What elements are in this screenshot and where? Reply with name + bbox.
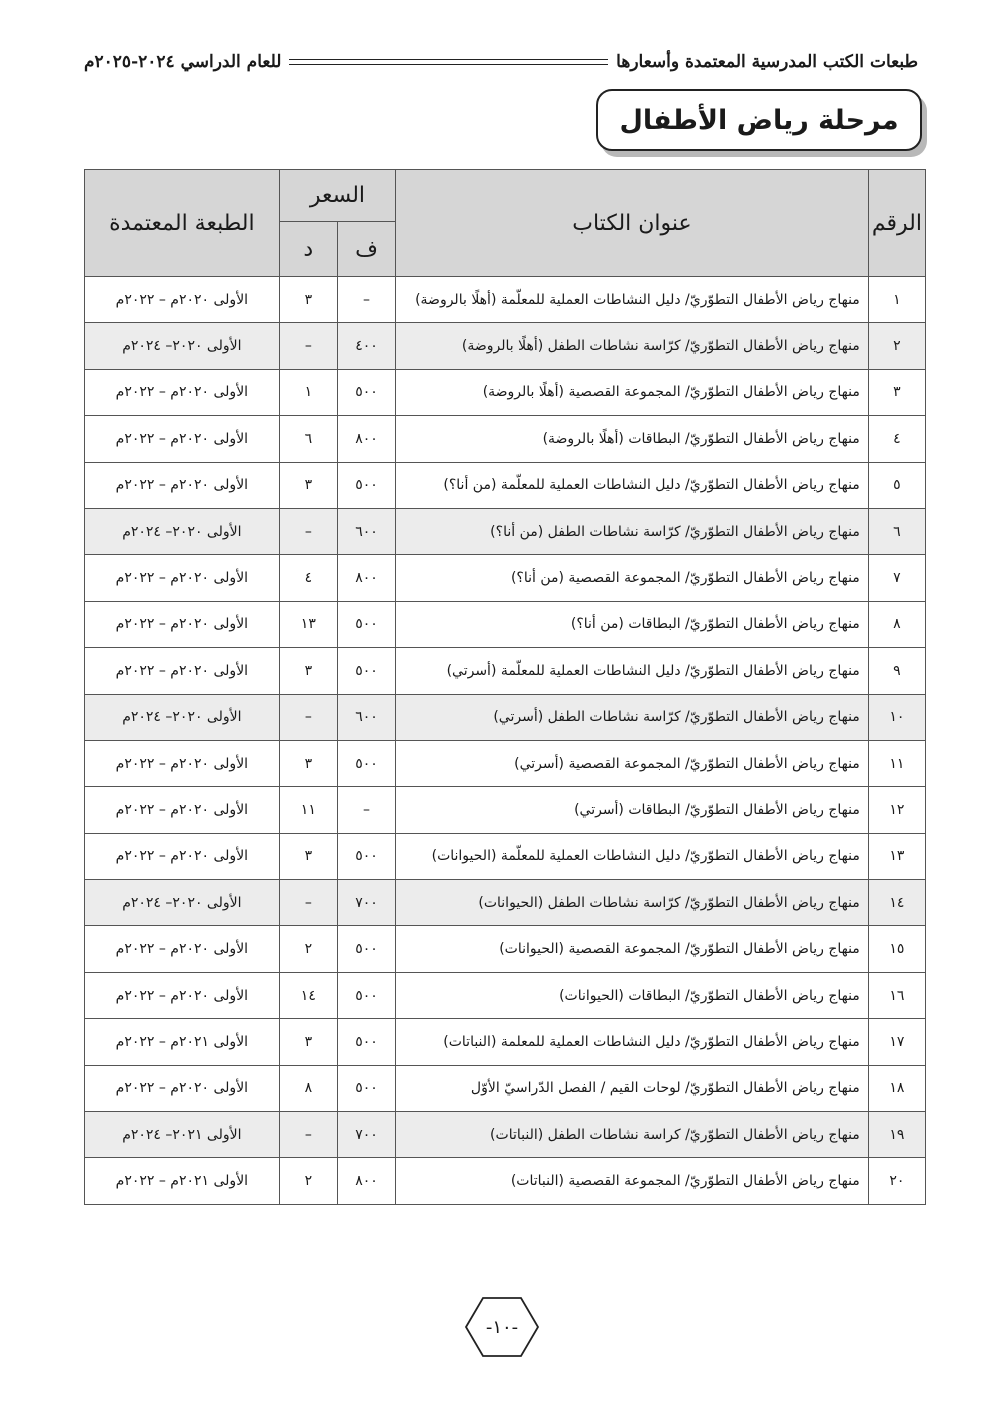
table-row [85, 694, 926, 740]
cell-price-d: ٢ [279, 1158, 337, 1204]
cell-title: منهاج رياض الأطفال التطوّريّ/ كرّاسة نشاطات الطفل (أهلًا بالروضة) [396, 323, 869, 369]
cell-number: ٢٠ [868, 1158, 925, 1204]
cell-title: منهاج رياض الأطفال التطوّريّ/ المجموعة القصصية (من أنا؟) [396, 555, 869, 601]
cell-edition: الأولى ٢٠٢٠م – ٢٠٢٢م [85, 369, 280, 415]
cell-price-f: ٥٠٠ [337, 1019, 395, 1065]
cell-price-f: ٤٠٠ [337, 323, 395, 369]
cell-price-d: ٣ [279, 833, 337, 879]
cell-number: ٧ [868, 555, 925, 601]
cell-edition: الأولى ٢٠٢٠م – ٢٠٢٢م [85, 1065, 280, 1111]
cell-title: منهاج رياض الأطفال التطوّريّ/ البطاقات (من أنا؟) [396, 601, 869, 647]
cell-number: ١٩ [868, 1112, 925, 1158]
cell-price-f: ٧٠٠ [337, 1112, 395, 1158]
cell-price-f: ٥٠٠ [337, 462, 395, 508]
table-row [85, 1158, 926, 1204]
header-year: للعام الدراسي ٢٠٢٤-٢٠٢٥م [84, 52, 282, 72]
cell-price-f: ٥٠٠ [337, 648, 395, 694]
page-number-badge [464, 1296, 540, 1358]
header-price: السعر [279, 170, 395, 222]
table-row [85, 648, 926, 694]
table-row [85, 787, 926, 833]
cell-price-f: ٥٠٠ [337, 972, 395, 1018]
cell-price-f: – [337, 277, 395, 323]
cell-price-d: ١١ [279, 787, 337, 833]
header-price-f: ف [337, 222, 395, 277]
cell-number: ١٠ [868, 694, 925, 740]
table-row [85, 462, 926, 508]
cell-edition: الأولى ٢٠٢٠م – ٢٠٢٢م [85, 648, 280, 694]
header-number: الرقم [868, 170, 925, 277]
cell-price-d: – [279, 694, 337, 740]
cell-edition: الأولى ٢٠٢٠– ٢٠٢٤م [85, 694, 280, 740]
cell-edition: الأولى ٢٠٢١م – ٢٠٢٢م [85, 1158, 280, 1204]
cell-edition: الأولى ٢٠٢٠م – ٢٠٢٢م [85, 416, 280, 462]
cell-edition: الأولى ٢٠٢٠م – ٢٠٢٢م [85, 740, 280, 786]
cell-price-d: ١ [279, 369, 337, 415]
page-header [84, 44, 918, 80]
table-row [85, 926, 926, 972]
cell-number: ١٣ [868, 833, 925, 879]
cell-price-f: ٥٠٠ [337, 369, 395, 415]
cell-price-f: ٨٠٠ [337, 555, 395, 601]
cell-number: ١٥ [868, 926, 925, 972]
cell-price-f: ٥٠٠ [337, 601, 395, 647]
table-row [85, 323, 926, 369]
cell-edition: الأولى ٢٠٢٠– ٢٠٢٤م [85, 508, 280, 554]
cell-price-f: ٨٠٠ [337, 1158, 395, 1204]
table-row [85, 1019, 926, 1065]
header-edition: الطبعة المعتمدة [85, 170, 280, 277]
stage-title: مرحلة رياض الأطفال [619, 104, 899, 136]
header-title: طبعات الكتب المدرسية المعتمدة وأسعارها [616, 52, 918, 72]
cell-price-d: ٣ [279, 1019, 337, 1065]
cell-title: منهاج رياض الأطفال التطوّريّ/ كراسة نشاطات الطفل (النباتات) [396, 1112, 869, 1158]
cell-price-d: ٨ [279, 1065, 337, 1111]
cell-number: ١٤ [868, 880, 925, 926]
cell-price-d: ٣ [279, 648, 337, 694]
header-divider [289, 59, 608, 65]
cell-number: ٨ [868, 601, 925, 647]
cell-price-f: ٥٠٠ [337, 740, 395, 786]
cell-number: ٢ [868, 323, 925, 369]
cell-price-f: ٦٠٠ [337, 508, 395, 554]
table-row [85, 740, 926, 786]
cell-title: منهاج رياض الأطفال التطوّريّ/ المجموعة القصصية (أهلًا بالروضة) [396, 369, 869, 415]
cell-price-d: ١٤ [279, 972, 337, 1018]
page-number: -١٠- [485, 1316, 519, 1338]
cell-price-d: – [279, 508, 337, 554]
cell-number: ١٢ [868, 787, 925, 833]
cell-edition: الأولى ٢٠٢٠م – ٢٠٢٢م [85, 462, 280, 508]
cell-title: منهاج رياض الأطفال التطوّريّ/ كرّاسة نشاطات الطفل (من أنا؟) [396, 508, 869, 554]
cell-price-d: – [279, 323, 337, 369]
table-row [85, 416, 926, 462]
cell-title: منهاج رياض الأطفال التطوّريّ/ البطاقات (أسرتي) [396, 787, 869, 833]
cell-edition: الأولى ٢٠٢٠م – ٢٠٢٢م [85, 926, 280, 972]
cell-title: منهاج رياض الأطفال التطوّريّ/ لوحات القيم / الفصل الدّراسيّ الأوّل [396, 1065, 869, 1111]
cell-edition: الأولى ٢٠٢٠م – ٢٠٢٢م [85, 555, 280, 601]
table-row [85, 555, 926, 601]
table-row [85, 277, 926, 323]
cell-edition: الأولى ٢٠٢٠م – ٢٠٢٢م [85, 277, 280, 323]
cell-title: منهاج رياض الأطفال التطوّريّ/ البطاقات (أهلًا بالروضة) [396, 416, 869, 462]
cell-number: ٤ [868, 416, 925, 462]
cell-number: ١٦ [868, 972, 925, 1018]
cell-title: منهاج رياض الأطفال التطوّريّ/ دليل النشاطات العملية للمعلمة (النباتات) [396, 1019, 869, 1065]
cell-price-f: ٥٠٠ [337, 833, 395, 879]
cell-number: ٥ [868, 462, 925, 508]
cell-title: منهاج رياض الأطفال التطوّريّ/ دليل النشاطات العملية للمعلّمة (أسرتي) [396, 648, 869, 694]
cell-number: ٩ [868, 648, 925, 694]
table-row [85, 972, 926, 1018]
cell-price-d: ٣ [279, 277, 337, 323]
cell-price-f: ٥٠٠ [337, 926, 395, 972]
table-row [85, 833, 926, 879]
books-table [84, 169, 926, 1205]
cell-price-d: ١٣ [279, 601, 337, 647]
table-row [85, 601, 926, 647]
cell-edition: الأولى ٢٠٢٠م – ٢٠٢٢م [85, 787, 280, 833]
cell-title: منهاج رياض الأطفال التطوّريّ/ المجموعة القصصية (النباتات) [396, 1158, 869, 1204]
cell-number: ١١ [868, 740, 925, 786]
cell-price-d: ٦ [279, 416, 337, 462]
cell-title: منهاج رياض الأطفال التطوّريّ/ المجموعة القصصية (أسرتي) [396, 740, 869, 786]
cell-price-d: ٣ [279, 740, 337, 786]
cell-title: منهاج رياض الأطفال التطوّريّ/ دليل النشاطات العملية للمعلّمة (أهلًا بالروضة) [396, 277, 869, 323]
cell-edition: الأولى ٢٠٢١م – ٢٠٢٢م [85, 1019, 280, 1065]
cell-price-f: ٧٠٠ [337, 880, 395, 926]
cell-title: منهاج رياض الأطفال التطوّريّ/ دليل النشاطات العملية للمعلّمة (من أنا؟) [396, 462, 869, 508]
cell-price-f: ٨٠٠ [337, 416, 395, 462]
cell-price-d: – [279, 1112, 337, 1158]
cell-title: منهاج رياض الأطفال التطوّريّ/ المجموعة القصصية (الحيوانات) [396, 926, 869, 972]
cell-number: ٣ [868, 369, 925, 415]
cell-title: منهاج رياض الأطفال التطوّريّ/ كرّاسة نشاطات الطفل (أسرتي) [396, 694, 869, 740]
cell-price-d: ٣ [279, 462, 337, 508]
cell-title: منهاج رياض الأطفال التطوّريّ/ كرّاسة نشاطات الطفل (الحيوانات) [396, 880, 869, 926]
cell-edition: الأولى ٢٠٢٠م – ٢٠٢٢م [85, 833, 280, 879]
table-row [85, 369, 926, 415]
stage-title-box [596, 89, 922, 151]
cell-edition: الأولى ٢٠٢١– ٢٠٢٤م [85, 1112, 280, 1158]
cell-price-f: ٥٠٠ [337, 1065, 395, 1111]
cell-edition: الأولى ٢٠٢٠م – ٢٠٢٢م [85, 972, 280, 1018]
cell-price-f: ٦٠٠ [337, 694, 395, 740]
header-title-col: عنوان الكتاب [396, 170, 869, 277]
cell-price-f: – [337, 787, 395, 833]
table-row [85, 880, 926, 926]
cell-price-d: – [279, 880, 337, 926]
cell-edition: الأولى ٢٠٢٠م – ٢٠٢٢م [85, 601, 280, 647]
cell-title: منهاج رياض الأطفال التطوّريّ/ البطاقات (الحيوانات) [396, 972, 869, 1018]
table-row [85, 508, 926, 554]
cell-title: منهاج رياض الأطفال التطوّريّ/ دليل النشاطات العملية للمعلّمة (الحيوانات) [396, 833, 869, 879]
table-row [85, 1065, 926, 1111]
cell-price-d: ٢ [279, 926, 337, 972]
cell-edition: الأولى ٢٠٢٠– ٢٠٢٤م [85, 323, 280, 369]
cell-price-d: ٤ [279, 555, 337, 601]
cell-edition: الأولى ٢٠٢٠– ٢٠٢٤م [85, 880, 280, 926]
cell-number: ١٨ [868, 1065, 925, 1111]
header-price-d: د [279, 222, 337, 277]
cell-number: ٦ [868, 508, 925, 554]
cell-number: ١٧ [868, 1019, 925, 1065]
cell-number: ١ [868, 277, 925, 323]
table-row [85, 1112, 926, 1158]
